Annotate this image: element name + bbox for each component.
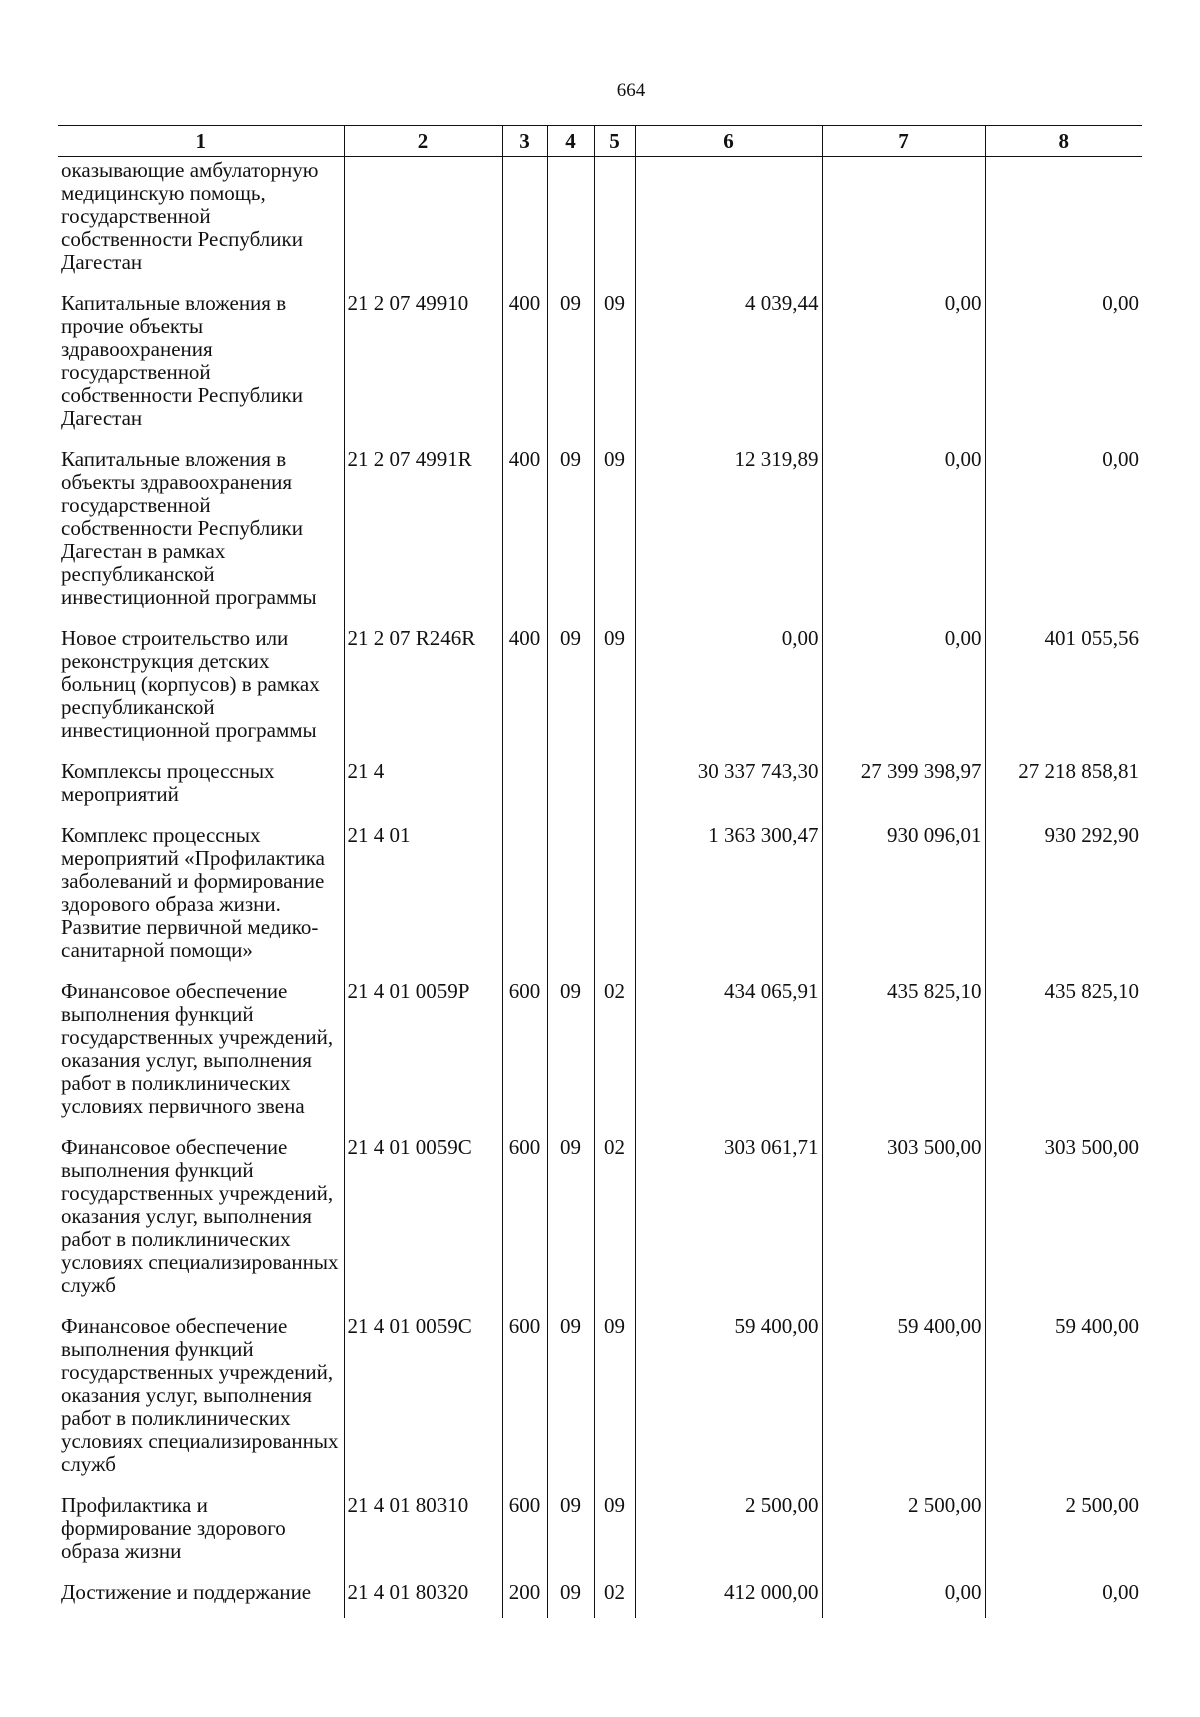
row-col3 bbox=[502, 820, 547, 976]
row-col5 bbox=[594, 756, 635, 820]
row-value-7: 0,00 bbox=[822, 444, 985, 623]
row-value-7: 930 096,01 bbox=[822, 820, 985, 976]
row-col4: 09 bbox=[547, 976, 594, 1132]
row-value-8 bbox=[985, 157, 1142, 289]
row-code: 21 2 07 49910 bbox=[344, 288, 502, 444]
column-header-4: 4 bbox=[547, 126, 594, 157]
row-value-6: 59 400,00 bbox=[635, 1311, 822, 1490]
table-body bbox=[58, 157, 1142, 1619]
row-col5 bbox=[594, 820, 635, 976]
row-code bbox=[344, 157, 502, 289]
row-col3 bbox=[502, 157, 547, 289]
row-col3: 400 bbox=[502, 623, 547, 756]
column-header-2: 2 bbox=[344, 126, 502, 157]
column-header-8: 8 bbox=[985, 126, 1142, 157]
row-value-7 bbox=[822, 157, 985, 289]
table-row bbox=[58, 1577, 1142, 1618]
header-row bbox=[58, 126, 1142, 157]
row-name: Достижение и поддержание bbox=[58, 1577, 344, 1618]
row-value-7: 303 500,00 bbox=[822, 1132, 985, 1311]
row-name: Капитальные вложения в прочие объекты здравоохранения государственной собственности Республики Дагестан bbox=[58, 288, 344, 444]
row-col5: 09 bbox=[594, 623, 635, 756]
row-col3: 600 bbox=[502, 976, 547, 1132]
table-row bbox=[58, 756, 1142, 820]
row-value-8: 0,00 bbox=[985, 288, 1142, 444]
row-col3: 200 bbox=[502, 1577, 547, 1618]
row-value-8: 303 500,00 bbox=[985, 1132, 1142, 1311]
row-col3: 600 bbox=[502, 1311, 547, 1490]
row-col4 bbox=[547, 820, 594, 976]
row-name: Комплекс процессных мероприятий «Профилактика заболеваний и формирование здорового образа жизни. Развитие первичной медико-санитарной помощи» bbox=[58, 820, 344, 976]
row-col5: 09 bbox=[594, 1311, 635, 1490]
row-col5 bbox=[594, 157, 635, 289]
row-code: 21 4 01 0059C bbox=[344, 1311, 502, 1490]
table-row bbox=[58, 1132, 1142, 1311]
row-name: оказывающие амбулаторную медицинскую помощь, государственной собственности Республики Дагестан bbox=[58, 157, 344, 289]
row-value-8: 0,00 bbox=[985, 1577, 1142, 1618]
row-value-8: 435 825,10 bbox=[985, 976, 1142, 1132]
table-row bbox=[58, 157, 1142, 289]
row-name: Финансовое обеспечение выполнения функций государственных учреждений, оказания услуг, выполнения работ в поликлинических условиях специализированных служб bbox=[58, 1311, 344, 1490]
row-col3: 400 bbox=[502, 444, 547, 623]
row-col4: 09 bbox=[547, 444, 594, 623]
row-col3: 600 bbox=[502, 1132, 547, 1311]
column-header-5: 5 bbox=[594, 126, 635, 157]
table-row bbox=[58, 288, 1142, 444]
row-code: 21 2 07 R246R bbox=[344, 623, 502, 756]
table-row bbox=[58, 1311, 1142, 1490]
row-code: 21 4 01 80310 bbox=[344, 1490, 502, 1577]
row-value-7: 59 400,00 bbox=[822, 1311, 985, 1490]
row-value-6 bbox=[635, 157, 822, 289]
row-col5: 09 bbox=[594, 288, 635, 444]
table-header bbox=[58, 126, 1142, 157]
row-code: 21 2 07 4991R bbox=[344, 444, 502, 623]
row-col3: 600 bbox=[502, 1490, 547, 1577]
row-col3: 400 bbox=[502, 288, 547, 444]
row-col4: 09 bbox=[547, 1132, 594, 1311]
row-name: Профилактика и формирование здорового образа жизни bbox=[58, 1490, 344, 1577]
table-row bbox=[58, 820, 1142, 976]
row-code: 21 4 01 80320 bbox=[344, 1577, 502, 1618]
row-name: Финансовое обеспечение выполнения функций государственных учреждений, оказания услуг, выполнения работ в поликлинических условиях специализированных служб bbox=[58, 1132, 344, 1311]
row-value-6: 4 039,44 bbox=[635, 288, 822, 444]
row-value-8: 59 400,00 bbox=[985, 1311, 1142, 1490]
row-col4: 09 bbox=[547, 1490, 594, 1577]
row-value-7: 0,00 bbox=[822, 288, 985, 444]
row-name: Финансовое обеспечение выполнения функций государственных учреждений, оказания услуг, выполнения работ в поликлинических условиях первичного звена bbox=[58, 976, 344, 1132]
row-value-7: 435 825,10 bbox=[822, 976, 985, 1132]
row-value-6: 30 337 743,30 bbox=[635, 756, 822, 820]
row-col5: 02 bbox=[594, 1577, 635, 1618]
row-col4: 09 bbox=[547, 1311, 594, 1490]
row-value-7: 27 399 398,97 bbox=[822, 756, 985, 820]
column-header-3: 3 bbox=[502, 126, 547, 157]
table-row bbox=[58, 444, 1142, 623]
row-code: 21 4 01 0059C bbox=[344, 1132, 502, 1311]
row-col3 bbox=[502, 756, 547, 820]
row-col4: 09 bbox=[547, 1577, 594, 1618]
row-value-8: 0,00 bbox=[985, 444, 1142, 623]
row-value-6: 1 363 300,47 bbox=[635, 820, 822, 976]
column-header-7: 7 bbox=[822, 126, 985, 157]
row-value-8: 2 500,00 bbox=[985, 1490, 1142, 1577]
row-value-6: 412 000,00 bbox=[635, 1577, 822, 1618]
row-name: Новое строительство или реконструкция детских больниц (корпусов) в рамках республиканской инвестиционной программы bbox=[58, 623, 344, 756]
table-row bbox=[58, 623, 1142, 756]
row-value-6: 303 061,71 bbox=[635, 1132, 822, 1311]
table-row bbox=[58, 1490, 1142, 1577]
column-header-1: 1 bbox=[58, 126, 344, 157]
row-code: 21 4 01 0059P bbox=[344, 976, 502, 1132]
row-name: Комплексы процессных мероприятий bbox=[58, 756, 344, 820]
row-col4: 09 bbox=[547, 623, 594, 756]
row-col5: 09 bbox=[594, 1490, 635, 1577]
table-row bbox=[58, 976, 1142, 1132]
page-number: 664 bbox=[616, 80, 646, 101]
row-value-8: 401 055,56 bbox=[985, 623, 1142, 756]
row-value-8: 27 218 858,81 bbox=[985, 756, 1142, 820]
row-code: 21 4 bbox=[344, 756, 502, 820]
row-value-7: 0,00 bbox=[822, 1577, 985, 1618]
row-name: Капитальные вложения в объекты здравоохранения государственной собственности Республики Дагестан в рамках республиканской инвестиционной программы bbox=[58, 444, 344, 623]
row-value-7: 0,00 bbox=[822, 623, 985, 756]
row-value-8: 930 292,90 bbox=[985, 820, 1142, 976]
row-col5: 02 bbox=[594, 1132, 635, 1311]
row-col5: 09 bbox=[594, 444, 635, 623]
row-value-6: 434 065,91 bbox=[635, 976, 822, 1132]
row-value-6: 0,00 bbox=[635, 623, 822, 756]
row-value-6: 12 319,89 bbox=[635, 444, 822, 623]
row-value-7: 2 500,00 bbox=[822, 1490, 985, 1577]
column-header-6: 6 bbox=[635, 126, 822, 157]
row-col4 bbox=[547, 157, 594, 289]
row-code: 21 4 01 bbox=[344, 820, 502, 976]
row-col4 bbox=[547, 756, 594, 820]
row-col5: 02 bbox=[594, 976, 635, 1132]
row-col4: 09 bbox=[547, 288, 594, 444]
row-value-6: 2 500,00 bbox=[635, 1490, 822, 1577]
budget-table bbox=[58, 125, 1142, 1618]
